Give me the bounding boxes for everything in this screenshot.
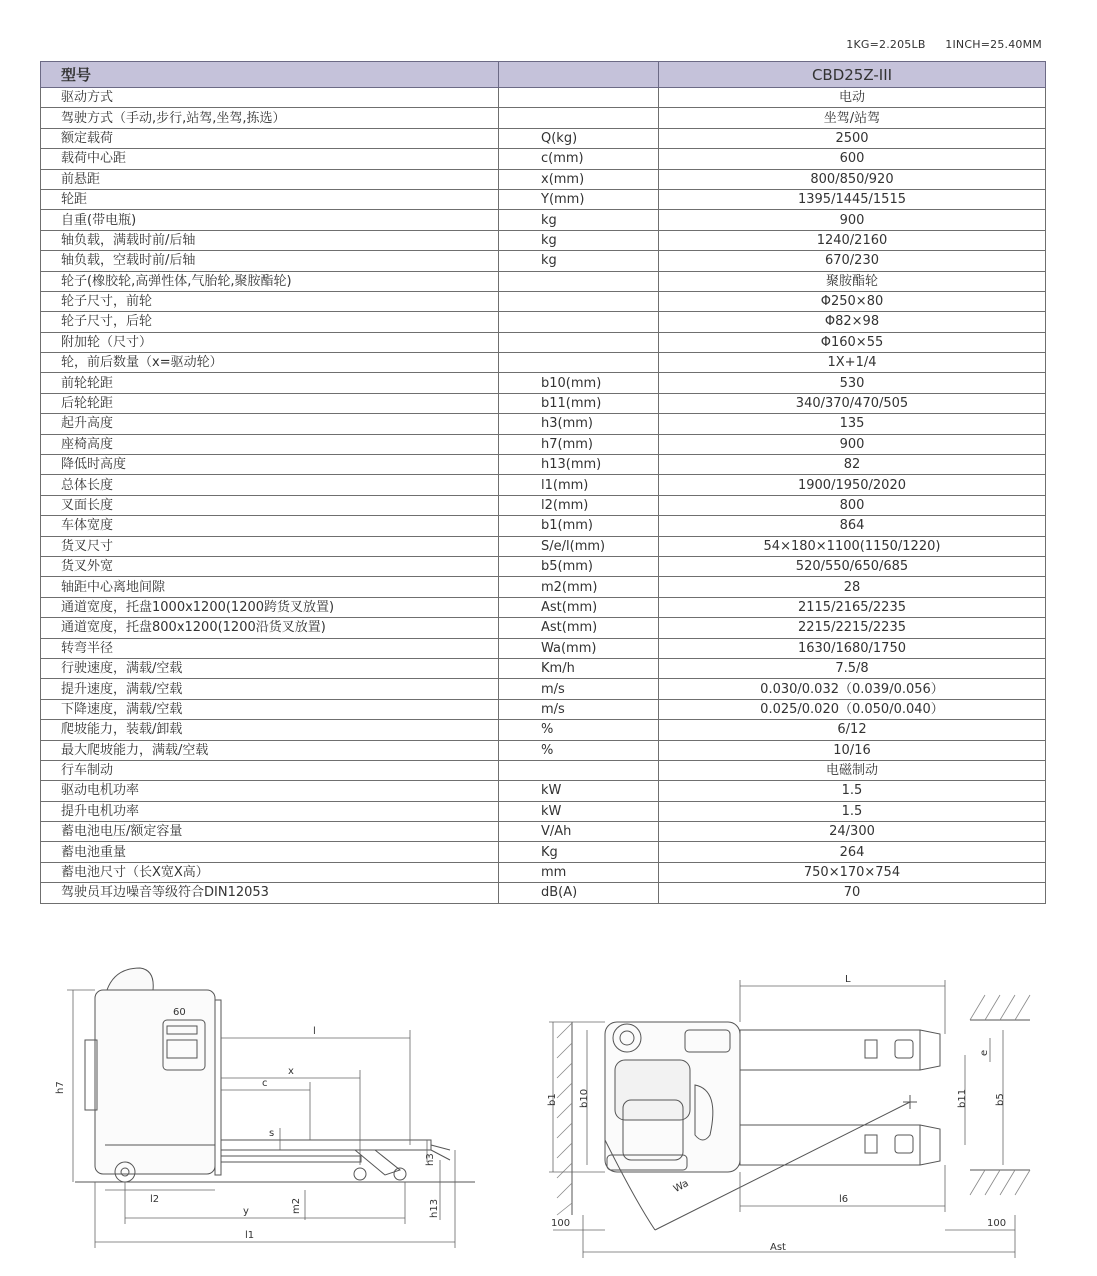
spec-unit: l2(mm) — [499, 495, 659, 515]
spec-unit — [499, 88, 659, 108]
header-model: CBD25Z-III — [659, 62, 1046, 88]
spec-value: 0.030/0.032（0.039/0.056） — [659, 679, 1046, 699]
spec-label: 蓄电池重量 — [41, 842, 499, 862]
spec-value: 1900/1950/2020 — [659, 475, 1046, 495]
spec-value: 2500 — [659, 128, 1046, 148]
spec-value: Φ160×55 — [659, 332, 1046, 352]
spec-label: 驾驶员耳边噪音等级符合DIN12053 — [41, 883, 499, 903]
spec-value: Φ82×98 — [659, 312, 1046, 332]
spec-value: 1240/2160 — [659, 230, 1046, 250]
spec-value: 70 — [659, 883, 1046, 903]
dim-100-right: 100 — [987, 1218, 1007, 1229]
dim-Wa: Wa — [671, 1178, 691, 1195]
spec-label: 提升电机功率 — [41, 801, 499, 821]
unit-conversion-note — [830, 38, 1042, 51]
spec-row — [41, 740, 1046, 760]
spec-row — [41, 781, 1046, 801]
dim-b5: b5 — [995, 1093, 1006, 1106]
spec-unit: Q(kg) — [499, 128, 659, 148]
spec-value: 6/12 — [659, 720, 1046, 740]
spec-row — [41, 495, 1046, 515]
spec-unit: b10(mm) — [499, 373, 659, 393]
spec-unit: h13(mm) — [499, 455, 659, 475]
spec-table-header — [41, 62, 1046, 88]
spec-table-body — [41, 88, 1046, 904]
spec-unit: kg — [499, 230, 659, 250]
spec-label: 蓄电池电压/额定容量 — [41, 822, 499, 842]
spec-label: 车体宽度 — [41, 516, 499, 536]
dim-s: s — [269, 1128, 275, 1139]
spec-label: 轮，前后数量（x=驱动轮） — [41, 353, 499, 373]
spec-row — [41, 353, 1046, 373]
spec-value: 电磁制动 — [659, 760, 1046, 780]
spec-label: 货叉外宽 — [41, 556, 499, 576]
spec-value: 聚胺酯轮 — [659, 271, 1046, 291]
spec-row — [41, 251, 1046, 271]
spec-label: 前轮轮距 — [41, 373, 499, 393]
spec-row — [41, 679, 1046, 699]
dim-L: L — [845, 974, 851, 985]
spec-table — [40, 61, 1046, 904]
spec-label: 轴距中心离地间隙 — [41, 577, 499, 597]
dim-h7: h7 — [55, 1081, 66, 1094]
spec-unit: Kg — [499, 842, 659, 862]
spec-unit: m2(mm) — [499, 577, 659, 597]
spec-value: 28 — [659, 577, 1046, 597]
spec-label: 座椅高度 — [41, 434, 499, 454]
dim-m2: m2 — [291, 1197, 302, 1214]
spec-unit — [499, 760, 659, 780]
spec-row — [41, 373, 1046, 393]
spec-row — [41, 291, 1046, 311]
spec-row — [41, 699, 1046, 719]
spec-row — [41, 536, 1046, 556]
spec-label: 总体长度 — [41, 475, 499, 495]
spec-value: 135 — [659, 414, 1046, 434]
spec-value: 520/550/650/685 — [659, 556, 1046, 576]
spec-row — [41, 434, 1046, 454]
spec-unit — [499, 291, 659, 311]
spec-label: 行车制动 — [41, 760, 499, 780]
spec-row — [41, 475, 1046, 495]
spec-unit: kW — [499, 801, 659, 821]
header-unit — [499, 62, 659, 88]
spec-unit: m/s — [499, 679, 659, 699]
spec-row — [41, 393, 1046, 413]
spec-label: 下降速度，满载/空载 — [41, 699, 499, 719]
spec-row — [41, 455, 1046, 475]
spec-label: 降低时高度 — [41, 455, 499, 475]
spec-value: 864 — [659, 516, 1046, 536]
spec-value: 1.5 — [659, 801, 1046, 821]
dim-c: c — [262, 1078, 268, 1089]
side-badge: 60 — [173, 1007, 186, 1018]
header-label: 型号 — [41, 62, 499, 88]
dim-100-left: 100 — [551, 1218, 571, 1229]
spec-value: 800/850/920 — [659, 169, 1046, 189]
spec-unit: Wa(mm) — [499, 638, 659, 658]
spec-row — [41, 638, 1046, 658]
dim-e: e — [979, 1049, 990, 1056]
top-view-drawing — [545, 960, 1045, 1270]
spec-label: 前悬距 — [41, 169, 499, 189]
spec-value: 264 — [659, 842, 1046, 862]
spec-row — [41, 414, 1046, 434]
spec-value: 340/370/470/505 — [659, 393, 1046, 413]
spec-unit: kW — [499, 781, 659, 801]
spec-value: 750×170×754 — [659, 862, 1046, 882]
dim-l2: l2 — [150, 1194, 160, 1205]
spec-row — [41, 883, 1046, 903]
spec-unit: mm — [499, 862, 659, 882]
spec-value: 1.5 — [659, 781, 1046, 801]
spec-row — [41, 128, 1046, 148]
spec-row — [41, 230, 1046, 250]
spec-unit: kg — [499, 210, 659, 230]
spec-unit: c(mm) — [499, 149, 659, 169]
spec-label: 轴负载，满载时前/后轴 — [41, 230, 499, 250]
spec-row — [41, 801, 1046, 821]
spec-unit: h3(mm) — [499, 414, 659, 434]
spec-value: 900 — [659, 210, 1046, 230]
spec-unit: % — [499, 740, 659, 760]
spec-value: 1395/1445/1515 — [659, 189, 1046, 209]
spec-row — [41, 720, 1046, 740]
spec-value: 10/16 — [659, 740, 1046, 760]
inch-conversion: 1INCH=25.40MM — [945, 38, 1042, 51]
dim-h3: h3 — [425, 1153, 436, 1166]
spec-unit: dB(A) — [499, 883, 659, 903]
spec-unit — [499, 312, 659, 332]
spec-row — [41, 862, 1046, 882]
spec-row — [41, 332, 1046, 352]
spec-unit: Y(mm) — [499, 189, 659, 209]
spec-unit — [499, 108, 659, 128]
spec-row — [41, 312, 1046, 332]
dim-l1: l1 — [245, 1230, 255, 1241]
spec-row — [41, 516, 1046, 536]
spec-row — [41, 822, 1046, 842]
spec-label: 驱动电机功率 — [41, 781, 499, 801]
spec-unit: m/s — [499, 699, 659, 719]
spec-unit — [499, 353, 659, 373]
spec-value: 2215/2215/2235 — [659, 618, 1046, 638]
spec-row — [41, 189, 1046, 209]
dim-b1: b1 — [547, 1093, 558, 1106]
spec-label: 爬坡能力，装载/卸载 — [41, 720, 499, 740]
spec-value: 530 — [659, 373, 1046, 393]
spec-row — [41, 597, 1046, 617]
spec-row — [41, 556, 1046, 576]
spec-unit: Ast(mm) — [499, 618, 659, 638]
spec-label: 轮子(橡胶轮,高弹性体,气胎轮,聚胺酯轮) — [41, 271, 499, 291]
spec-value: 1630/1680/1750 — [659, 638, 1046, 658]
spec-label: 叉面长度 — [41, 495, 499, 515]
spec-row — [41, 88, 1046, 108]
spec-unit: Ast(mm) — [499, 597, 659, 617]
spec-row — [41, 618, 1046, 638]
spec-unit: kg — [499, 251, 659, 271]
spec-label: 转弯半径 — [41, 638, 499, 658]
spec-label: 自重(带电瓶) — [41, 210, 499, 230]
spec-value: 800 — [659, 495, 1046, 515]
spec-unit: b11(mm) — [499, 393, 659, 413]
spec-value: 7.5/8 — [659, 658, 1046, 678]
dim-l6: l6 — [839, 1194, 849, 1205]
dim-x: x — [288, 1066, 294, 1077]
kg-conversion: 1KG=2.205LB — [846, 38, 926, 51]
spec-row — [41, 842, 1046, 862]
spec-value: 2115/2165/2235 — [659, 597, 1046, 617]
spec-value: 坐驾/站驾 — [659, 108, 1046, 128]
spec-unit: V/Ah — [499, 822, 659, 842]
spec-unit: b1(mm) — [499, 516, 659, 536]
dim-Ast: Ast — [770, 1242, 786, 1253]
spec-label: 蓄电池尺寸（长X宽X高） — [41, 862, 499, 882]
spec-value: 670/230 — [659, 251, 1046, 271]
spec-unit: x(mm) — [499, 169, 659, 189]
spec-label: 驱动方式 — [41, 88, 499, 108]
spec-unit: b5(mm) — [499, 556, 659, 576]
dimension-drawings — [0, 960, 1097, 1276]
spec-value: 600 — [659, 149, 1046, 169]
spec-label: 驾驶方式（手动,步行,站驾,坐驾,拣选） — [41, 108, 499, 128]
spec-value: Φ250×80 — [659, 291, 1046, 311]
spec-value: 0.025/0.020（0.050/0.040） — [659, 699, 1046, 719]
spec-label: 轮子尺寸，前轮 — [41, 291, 499, 311]
spec-unit: S/e/l(mm) — [499, 536, 659, 556]
side-view-drawing — [55, 960, 525, 1260]
spec-label: 后轮轮距 — [41, 393, 499, 413]
dim-b10: b10 — [579, 1088, 590, 1108]
spec-value: 900 — [659, 434, 1046, 454]
spec-unit: h7(mm) — [499, 434, 659, 454]
dim-y: y — [243, 1206, 249, 1217]
spec-row — [41, 108, 1046, 128]
spec-label: 通道宽度，托盘1000x1200(1200跨货叉放置) — [41, 597, 499, 617]
spec-row — [41, 210, 1046, 230]
dim-h13: h13 — [429, 1198, 440, 1218]
spec-label: 轮距 — [41, 189, 499, 209]
spec-label: 通道宽度，托盘800x1200(1200沿货叉放置) — [41, 618, 499, 638]
spec-row — [41, 577, 1046, 597]
spec-row — [41, 271, 1046, 291]
spec-value: 54×180×1100(1150/1220) — [659, 536, 1046, 556]
spec-unit: % — [499, 720, 659, 740]
spec-row — [41, 149, 1046, 169]
spec-value: 24/300 — [659, 822, 1046, 842]
spec-label: 最大爬坡能力，满载/空载 — [41, 740, 499, 760]
spec-value: 82 — [659, 455, 1046, 475]
spec-label: 行驶速度，满载/空载 — [41, 658, 499, 678]
spec-unit — [499, 332, 659, 352]
spec-label: 起升高度 — [41, 414, 499, 434]
dim-b11: b11 — [957, 1088, 968, 1108]
spec-row — [41, 658, 1046, 678]
spec-unit: l1(mm) — [499, 475, 659, 495]
spec-row — [41, 760, 1046, 780]
spec-label: 载荷中心距 — [41, 149, 499, 169]
spec-label: 附加轮（尺寸） — [41, 332, 499, 352]
spec-label: 轮子尺寸，后轮 — [41, 312, 499, 332]
spec-value: 电动 — [659, 88, 1046, 108]
spec-unit — [499, 271, 659, 291]
spec-label: 货叉尺寸 — [41, 536, 499, 556]
spec-label: 额定载荷 — [41, 128, 499, 148]
spec-row — [41, 169, 1046, 189]
spec-label: 轴负载，空载时前/后轴 — [41, 251, 499, 271]
spec-value: 1X+1/4 — [659, 353, 1046, 373]
spec-unit: Km/h — [499, 658, 659, 678]
spec-label: 提升速度，满载/空载 — [41, 679, 499, 699]
dim-l: l — [313, 1026, 316, 1037]
